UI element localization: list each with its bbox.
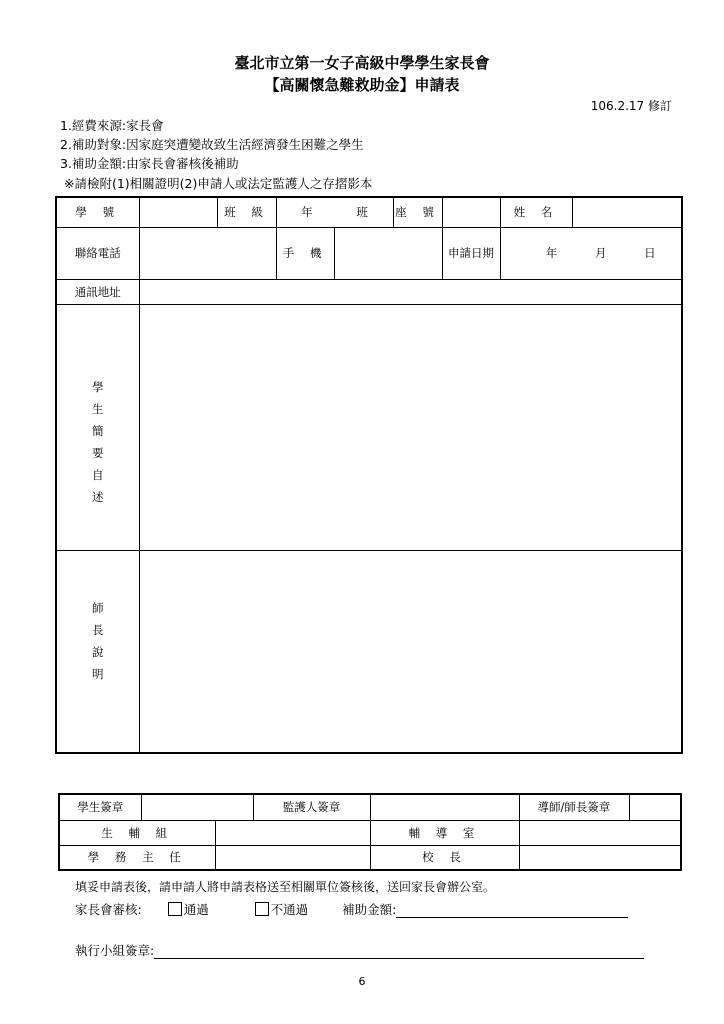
note-char-1: 師 <box>92 601 104 616</box>
date-month-label: 月 <box>595 246 607 260</box>
phone-label: 聯絡電話 <box>56 227 139 279</box>
mobile-label: 手 機 <box>276 227 334 279</box>
amount-label: 補助金額: <box>342 902 397 917</box>
student-bio-label <box>56 304 139 550</box>
bio-char-2: 生 <box>92 402 104 416</box>
guardian-sign-label: 監護人簽章 <box>253 794 370 820</box>
review-label: 家長會審核: <box>75 902 142 917</box>
teacher-note-label <box>56 550 139 753</box>
principal-field[interactable] <box>519 845 681 870</box>
student-sign-label: 學生簽章 <box>59 794 141 820</box>
mobile-field[interactable] <box>334 227 442 279</box>
teacher-note-field[interactable] <box>139 550 682 753</box>
bio-char-3: 簡 <box>92 424 104 438</box>
class-field[interactable] <box>276 197 393 227</box>
class-unit-label: 班 <box>356 205 368 220</box>
guidance-office-label: 輔 導 室 <box>370 820 519 845</box>
executive-sign-row <box>75 941 644 959</box>
form-title: 臺北市立第一女子高級中學學生家長會 <box>234 54 490 72</box>
counseling-group-field[interactable] <box>215 820 370 845</box>
review-row <box>75 900 628 918</box>
teacher-sign-field[interactable] <box>629 794 681 820</box>
phone-field[interactable] <box>139 227 276 279</box>
address-field[interactable] <box>139 279 682 304</box>
name-label: 姓 名 <box>500 197 572 227</box>
address-label: 通訊地址 <box>56 279 139 304</box>
revision-date: 106.2.17 修訂 <box>590 99 672 113</box>
page-number: 6 <box>358 975 366 988</box>
guardian-sign-field[interactable] <box>370 794 519 820</box>
pass-label: 通過 <box>183 902 209 917</box>
apply-date-field[interactable] <box>500 227 682 279</box>
fail-checkbox[interactable] <box>255 902 269 916</box>
note-char-2: 長 <box>92 623 104 638</box>
info-funding-source: 1.經費來源:家長會 <box>60 118 164 133</box>
student-no-field[interactable] <box>139 197 217 227</box>
date-year-label: 年 <box>545 246 558 260</box>
signature-table <box>58 793 682 871</box>
info-attachments-note: ※請檢附(1)相關證明(2)申請人或法定監護人之存摺影本 <box>64 176 373 191</box>
academic-director-field[interactable] <box>215 845 370 870</box>
executive-sign-label: 執行小組簽章: <box>75 943 155 958</box>
bio-char-4: 要 <box>92 446 104 460</box>
class-year-label: 年 <box>301 205 313 220</box>
principal-label: 校 長 <box>370 845 519 870</box>
submission-instruction: 填妥申請表後，請申請人將申請表格送至相關單位簽核後，送回家長會辦公室。 <box>75 880 496 894</box>
student-bio-field[interactable] <box>139 304 682 550</box>
guidance-office-field[interactable] <box>519 820 681 845</box>
note-char-4: 明 <box>92 667 104 682</box>
info-amount: 3.補助金額:由家長會審核後補助 <box>60 156 239 171</box>
date-day-label: 日 <box>644 246 656 260</box>
teacher-sign-label: 導師/師長簽章 <box>519 794 629 820</box>
student-sign-field[interactable] <box>141 794 253 820</box>
info-eligibility: 2.補助對象:因家庭突遭變故致生活經濟發生困難之學生 <box>60 137 364 152</box>
name-field[interactable] <box>572 197 682 227</box>
seat-no-label: 座 號 <box>393 197 442 227</box>
amount-field[interactable] <box>396 903 628 918</box>
bio-char-6: 述 <box>92 490 104 504</box>
apply-date-label: 申請日期 <box>442 227 500 279</box>
pass-checkbox[interactable] <box>168 902 182 916</box>
fail-label: 不通過 <box>270 902 309 917</box>
form-subtitle: 【高關懷急難救助金】申請表 <box>264 76 460 94</box>
academic-director-label: 學 務 主 任 <box>59 845 215 870</box>
counseling-group-label: 生 輔 組 <box>59 820 215 845</box>
application-table <box>55 196 683 754</box>
student-no-label: 學 號 <box>56 197 139 227</box>
seat-no-field[interactable] <box>442 197 500 227</box>
executive-sign-field[interactable] <box>154 944 644 959</box>
class-label: 班 級 <box>217 197 276 227</box>
note-char-3: 說 <box>92 645 104 660</box>
bio-char-1: 學 <box>92 380 104 394</box>
bio-char-5: 自 <box>92 468 104 482</box>
